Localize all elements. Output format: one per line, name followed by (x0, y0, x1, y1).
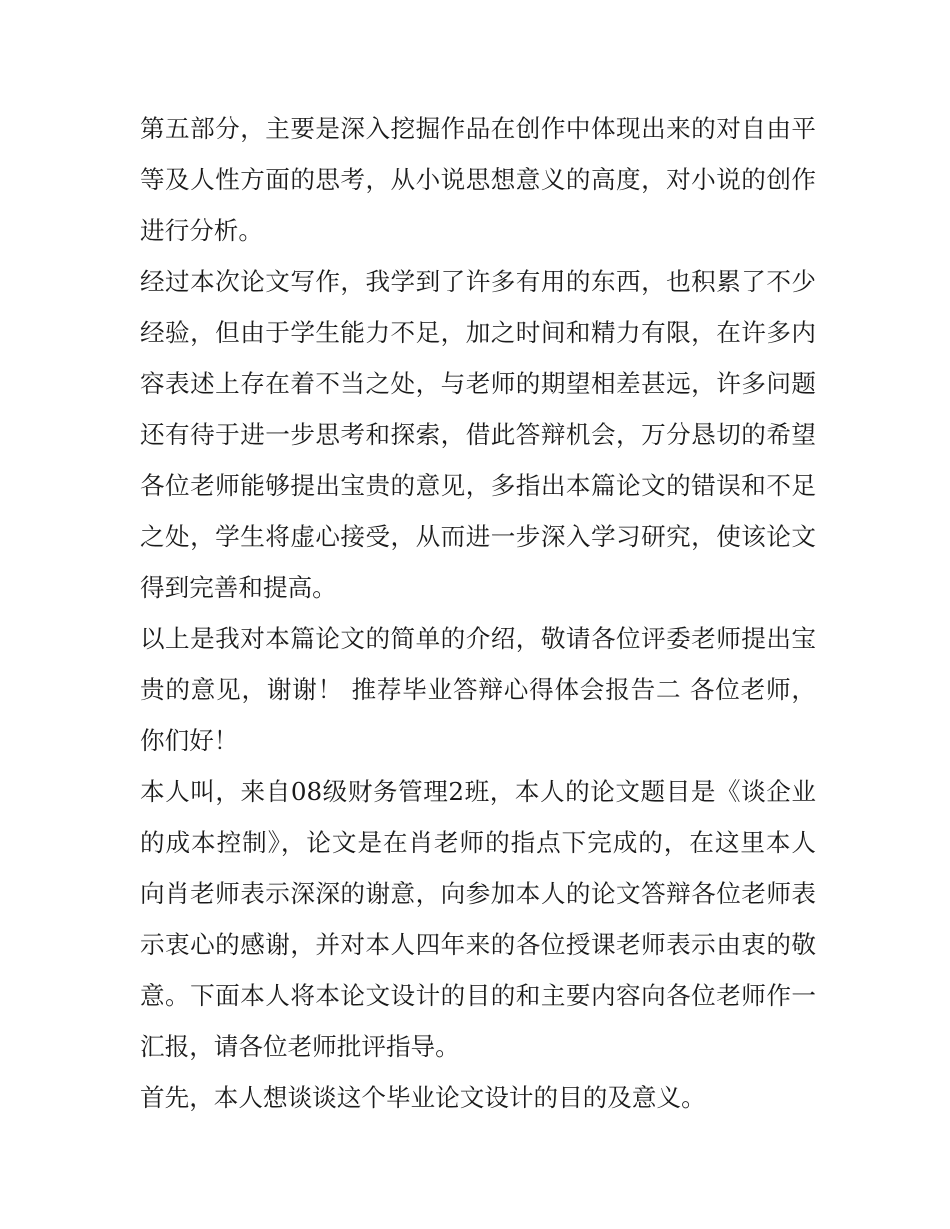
paragraph-closing-remarks: 以上是我对本篇论文的简单的介绍，敬请各位评委老师提出宝贵的意见，谢谢！ 推荐毕业答辩心得体会报告二 各位老师，你们好！ (140, 624, 816, 755)
paragraph-writing-experience: 经过本次论文写作，我学到了许多有用的东西，也积累了不少经验，但由于学生能力不足，加之时间和精力有限，在许多内容表述上存在着不当之处，与老师的期望相差甚远，许多问题还有待于进一步思考和探索，借此答辩机会，万分恳切的希望各位老师能够提出宝贵的意见，多指出本篇论文的错误和不足之处，学生将虚心接受，从而进一步深入学习研究，使该论文得到完善和提高。 (140, 267, 816, 602)
paragraph-part-five: 第五部分，主要是深入挖掘作品在创作中体现出来的对自由平等及人性方面的思考，从小说思想意义的高度，对小说的创作进行分析。 (140, 114, 816, 245)
paragraph-self-introduction: 本人叫，来自08级财务管理2班，本人的论文题目是《谈企业的成本控制》，论文是在肖老师的指点下完成的，在这里本人向肖老师表示深深的谢意，向参加本人的论文答辩各位老师表示衷心的感谢，并对本人四年来的各位授课老师表示由衷的敬意。下面本人将本论文设计的目的和主要内容向各位老师作一汇报，请各位老师批评指导。 (140, 777, 816, 1061)
document-body (140, 103, 816, 1123)
paragraph-purpose-intro: 首先，本人想谈谈这个毕业论文设计的目的及意义。 (140, 1083, 706, 1112)
